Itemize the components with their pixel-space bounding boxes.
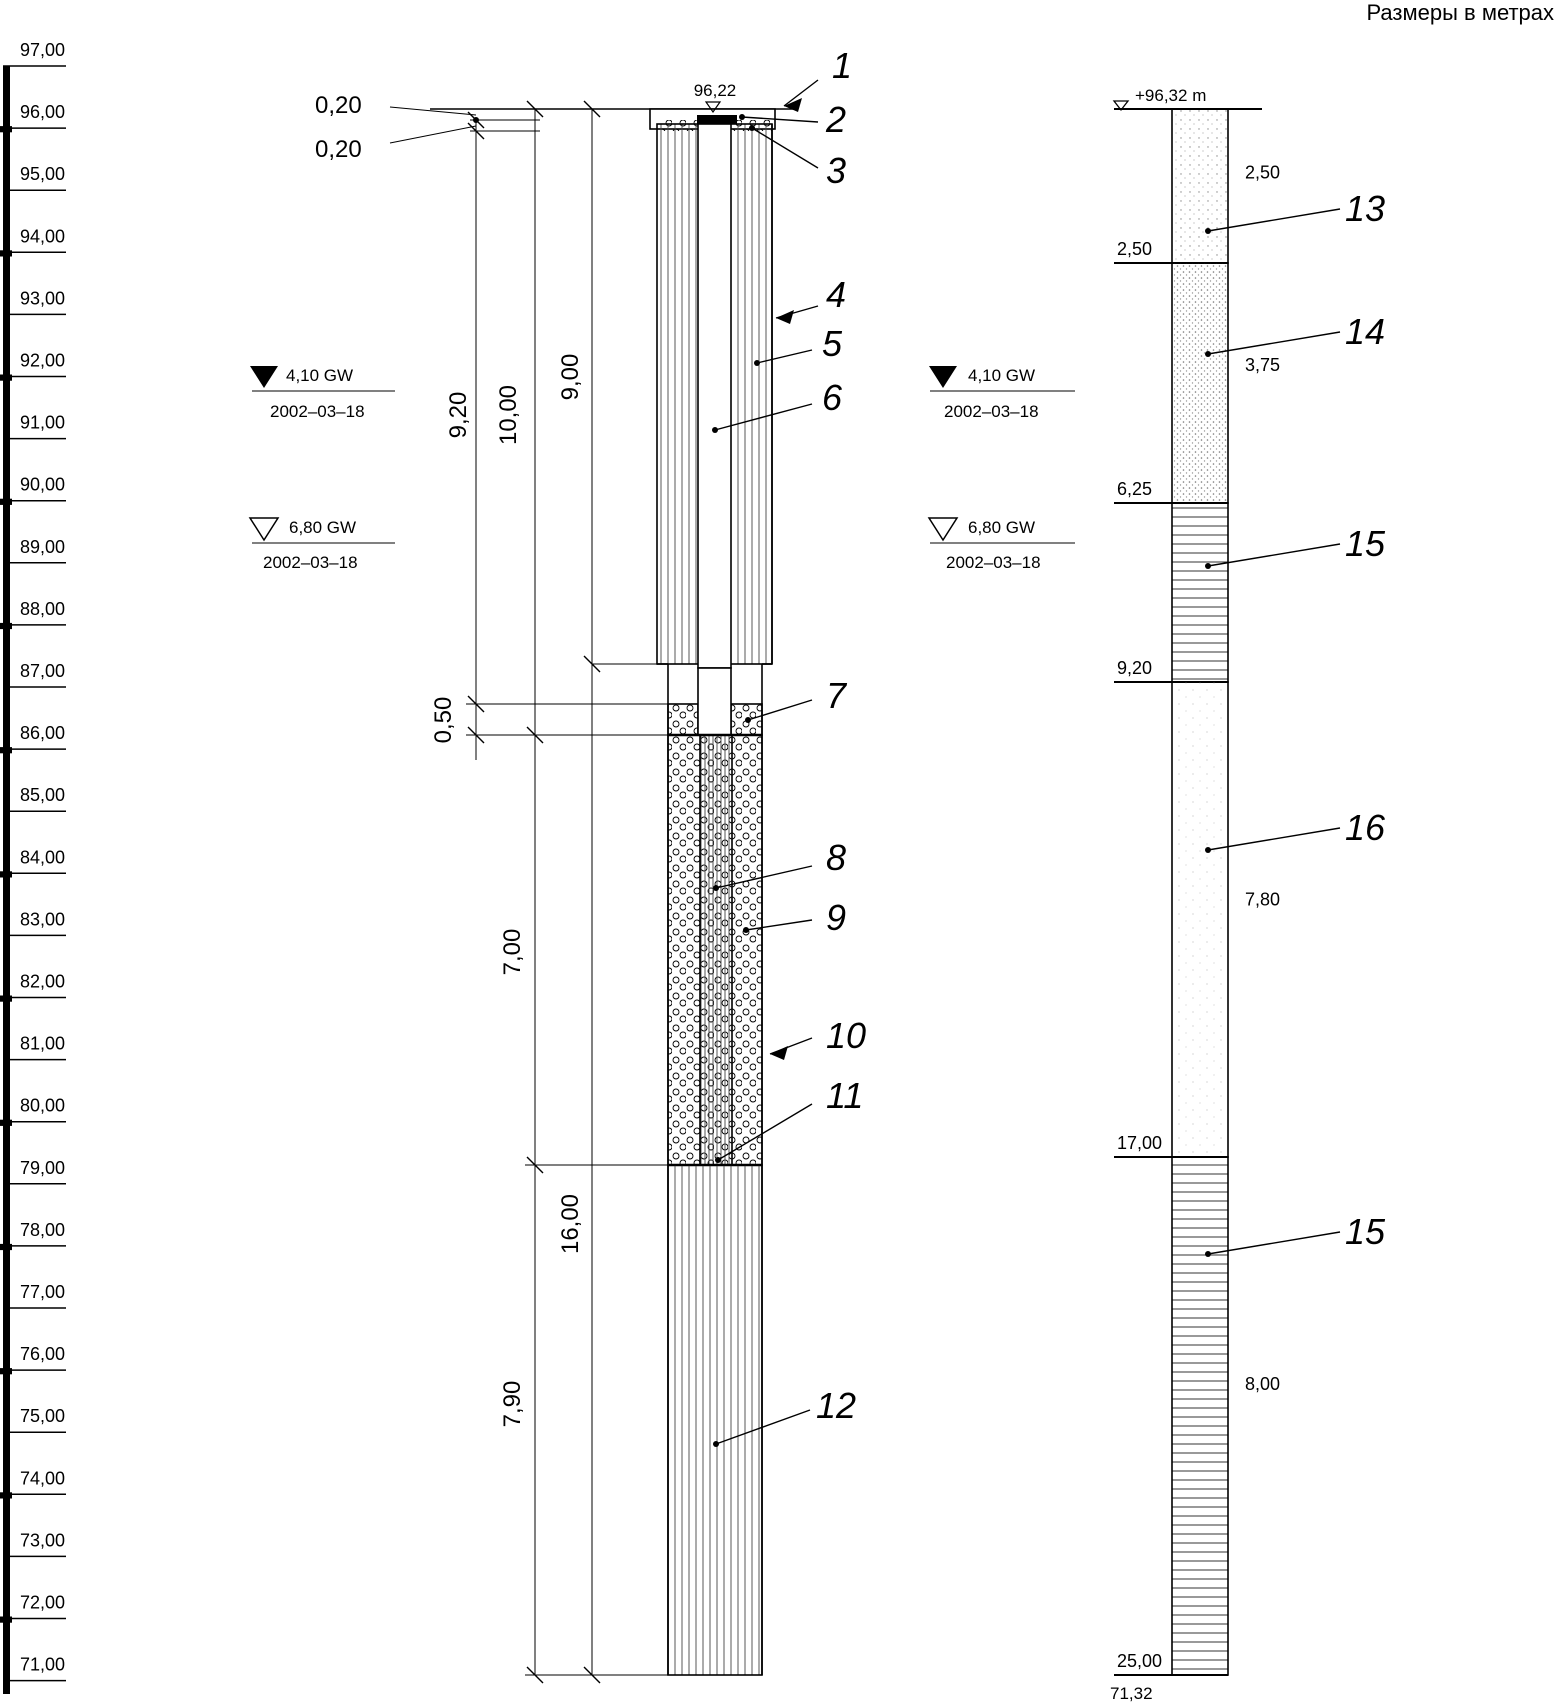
log-layer — [1172, 263, 1228, 503]
gw-filled-triangle-icon — [929, 366, 957, 388]
callout-dot — [715, 1157, 721, 1163]
log-layer — [1172, 1157, 1228, 1675]
scale-tick-label: 78,00 — [20, 1219, 66, 1240]
callout-dot — [713, 885, 719, 891]
dim-label-1000: 10,00 — [495, 384, 522, 446]
scale-tick-label: 73,00 — [20, 1530, 66, 1551]
groundwater-left — [250, 366, 395, 572]
scale-tick-label: 83,00 — [20, 909, 66, 930]
scale-segment — [0, 1120, 12, 1126]
dim-label-900: 9,00 — [557, 353, 584, 401]
log-callout-number: 13 — [1345, 188, 1386, 229]
scale-segment — [0, 871, 12, 877]
gw-filled-triangle-icon — [250, 366, 278, 388]
callout-dot — [743, 927, 749, 933]
well-cap — [697, 115, 737, 124]
groundwater-right — [929, 366, 1075, 572]
log-callout-number: 16 — [1345, 807, 1386, 848]
borehole-log — [1110, 86, 1386, 1702]
gw-left-2-level: 6,80 GW — [289, 518, 357, 537]
elevation-scale — [0, 40, 66, 1694]
scale-tick-label: 76,00 — [20, 1344, 66, 1365]
callout-leader — [784, 80, 818, 106]
scale-tick-label: 96,00 — [20, 102, 66, 123]
lower-backfill — [668, 1165, 762, 1675]
scale-segment — [0, 1617, 12, 1623]
well-screen — [700, 735, 732, 1165]
log-bottom-elevation: 71,32 — [1110, 1684, 1153, 1702]
scale-segment — [0, 623, 12, 629]
log-depth-label: 25,00 — [1117, 1651, 1163, 1671]
dim-label-050: 0,50 — [430, 696, 457, 744]
callout-dot — [712, 427, 718, 433]
gw-right-2-date: 2002–03–18 — [946, 553, 1041, 572]
scale-tick-label: 95,00 — [20, 164, 66, 185]
leader — [390, 126, 476, 143]
scale-segment — [0, 250, 12, 256]
scale-tick-label: 86,00 — [20, 723, 66, 744]
scale-tick-label: 79,00 — [20, 1157, 66, 1178]
units-note: Размеры в метрах — [1366, 0, 1554, 25]
scale-tick-label: 85,00 — [20, 785, 66, 806]
callout-arrow-icon — [770, 1046, 788, 1060]
gw-open-triangle-icon — [929, 518, 957, 540]
scale-segment — [0, 996, 12, 1002]
scale-tick-label: 75,00 — [20, 1406, 66, 1427]
callout-number: 10 — [826, 1015, 867, 1056]
callout-dot — [713, 1441, 719, 1447]
callout-number: 12 — [816, 1385, 857, 1426]
bentonite-seal-left — [668, 704, 698, 735]
log-depth-label: 9,20 — [1117, 658, 1153, 678]
scale-segment — [0, 375, 12, 381]
top-elevation-label: 96,22 — [693, 81, 737, 100]
log-layer — [1172, 109, 1228, 263]
dim-ticks — [468, 101, 600, 1683]
scale-segment — [0, 1368, 12, 1374]
callout-number: 8 — [826, 837, 847, 878]
callout-dot — [754, 360, 760, 366]
scale-tick-label: 71,00 — [20, 1654, 66, 1675]
scale-tick-label: 90,00 — [20, 474, 66, 495]
log-callout-number: 15 — [1345, 523, 1386, 564]
scale-tick-label: 89,00 — [20, 536, 66, 557]
callout-number: 7 — [826, 675, 847, 716]
gw-right-1-level: 4,10 GW — [968, 366, 1036, 385]
log-thickness-label: 2,50 — [1245, 162, 1281, 183]
gw-open-triangle-icon — [250, 518, 278, 540]
dim-label-top-1: 0,20 — [315, 92, 362, 119]
callout-dot — [745, 717, 751, 723]
scale-tick-label: 81,00 — [20, 1033, 66, 1054]
scale-tick-label: 80,00 — [20, 1095, 66, 1116]
scale-tick-label: 92,00 — [20, 350, 66, 371]
scale-tick-label: 94,00 — [20, 226, 66, 247]
callout-number: 3 — [826, 150, 847, 191]
callout-number: 5 — [822, 323, 843, 364]
callout-dot — [749, 125, 755, 131]
gw-left-2-date: 2002–03–18 — [263, 553, 358, 572]
riser-pipe — [698, 124, 731, 668]
scale-bar — [3, 66, 10, 1694]
gw-right-2-level: 6,80 GW — [968, 518, 1036, 537]
log-surface-elevation: +96,32 m — [1135, 86, 1207, 105]
log-depth-label: 2,50 — [1117, 239, 1153, 259]
callout-number: 2 — [826, 99, 847, 140]
scale-tick-label: 88,00 — [20, 598, 66, 619]
scale-segment — [0, 499, 12, 505]
callout-number: 9 — [826, 897, 847, 938]
dim-label-920: 9,20 — [445, 391, 472, 439]
gw-left-1-level: 4,10 GW — [286, 366, 354, 385]
dim-label-700: 7,00 — [499, 928, 526, 976]
log-depth-label: 17,00 — [1117, 1133, 1163, 1153]
log-layer — [1172, 682, 1228, 1157]
scale-tick-label: 87,00 — [20, 661, 66, 681]
log-thickness-label: 8,00 — [1245, 1374, 1281, 1395]
dim-label-top-2: 0,20 — [315, 136, 362, 163]
dim-label-790: 7,90 — [499, 1380, 526, 1428]
scale-tick-label: 84,00 — [20, 847, 66, 868]
log-layers — [1114, 109, 1386, 1675]
log-callout-number: 15 — [1345, 1211, 1386, 1252]
scale-tick-label: 82,00 — [20, 971, 66, 992]
callout-number: 4 — [826, 274, 847, 315]
scale-tick-label: 74,00 — [20, 1468, 66, 1489]
well-construction — [315, 45, 866, 1683]
scale-tick-label: 72,00 — [20, 1592, 66, 1613]
riser-pipe-lower — [698, 668, 731, 735]
callout-number: 11 — [826, 1075, 864, 1116]
log-depth-label: 6,25 — [1117, 479, 1153, 499]
scale-segment — [0, 747, 12, 753]
callout-number: 1 — [832, 45, 853, 86]
scale-segment — [0, 1244, 12, 1250]
scale-tick-label: 77,00 — [20, 1282, 66, 1302]
callout-arrow-icon — [784, 98, 802, 112]
scale-tick-label: 91,00 — [20, 412, 66, 433]
scale-segment — [0, 126, 12, 132]
scale-tick-label: 93,00 — [20, 288, 66, 309]
dim-label-1600: 16,00 — [557, 1193, 584, 1255]
scale-tick-label: 97,00 — [20, 40, 66, 60]
scale-segment — [0, 1492, 12, 1498]
log-layer — [1172, 503, 1228, 682]
log-thickness-label: 7,80 — [1245, 889, 1281, 910]
gw-right-1-date: 2002–03–18 — [944, 402, 1039, 421]
callout-number: 6 — [822, 377, 843, 418]
leader-dot — [473, 117, 479, 123]
callout-arrow-icon — [776, 310, 794, 324]
gw-left-1-date: 2002–03–18 — [270, 402, 365, 421]
log-thickness-label: 3,75 — [1245, 355, 1281, 375]
log-callout-number: 14 — [1345, 311, 1386, 352]
callout-dot — [739, 114, 745, 120]
